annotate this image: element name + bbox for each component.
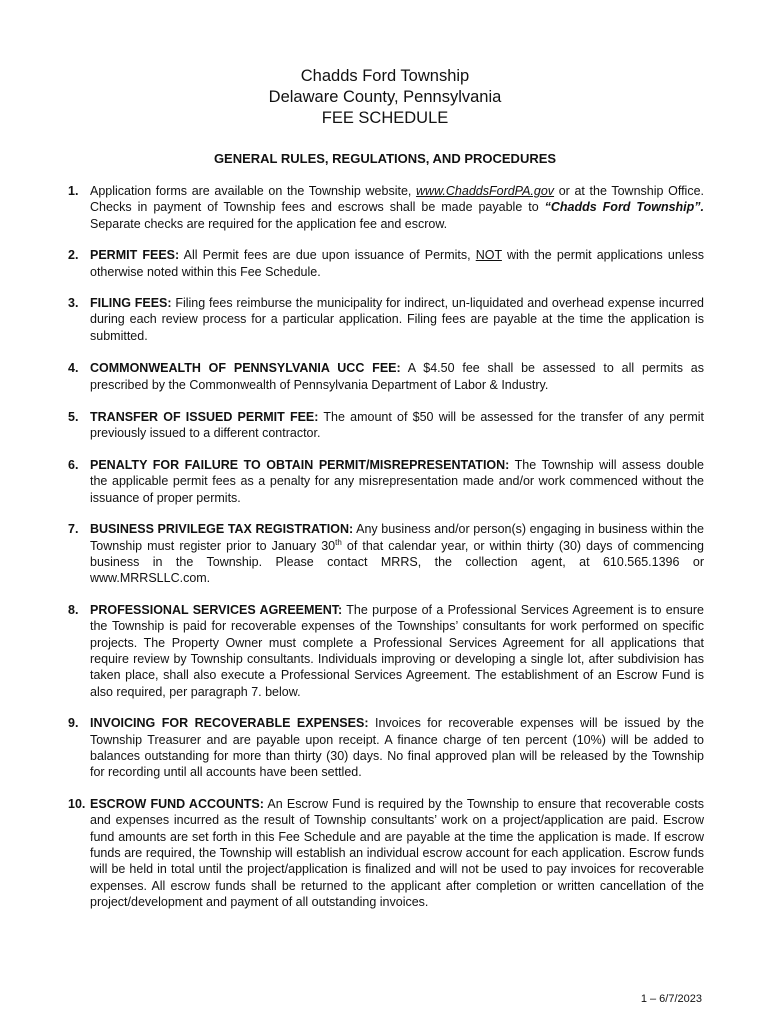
document-header <box>0 66 770 129</box>
rule-number: 6. <box>68 457 79 472</box>
rule-title: FILING FEES: <box>90 296 172 311</box>
rule-item: 7. BUSINESS PRIVILEGE TAX REGISTRATION: Any business and/or person(s) engaging in business within the Township must register prior to January 30th of that calendar year, or within thirty (30) days of commencing business in the Township. Please contact MRRS, the collection agent, at 610.565.1396 or www.MRRSLLC.com. <box>68 522 704 586</box>
rule-number: 8. <box>68 602 79 617</box>
county-state: Delaware County, Pennsylvania <box>268 88 502 106</box>
rule-title: PENALTY FOR FAILURE TO OBTAIN PERMIT/MISREPRESENTATION: <box>90 457 510 472</box>
rule-title: TRANSFER OF ISSUED PERMIT FEE: <box>90 410 319 425</box>
rule-number: 1. <box>68 184 79 198</box>
section-heading: GENERAL RULES, REGULATIONS, AND PROCEDURES <box>213 151 557 166</box>
rule-title: COMMONWEALTH OF PENNSYLVANIA UCC FEE: <box>90 361 401 376</box>
rule-number: 3. <box>68 296 79 311</box>
rule-title: PROFESSIONAL SERVICES AGREEMENT: <box>90 602 343 617</box>
rule-item: 4. COMMONWEALTH OF PENNSYLVANIA UCC FEE: A $4.50 fee shall be assessed to all permits as prescribed by the Commonwealth of Pennsylvania Department of Labor & Industry. <box>68 361 704 392</box>
rule-number: 2. <box>68 248 79 263</box>
rule-number: 5. <box>68 410 79 425</box>
township-name: Chadds Ford Township <box>300 67 470 85</box>
rule-item: 9. INVOICING FOR RECOVERABLE EXPENSES: Invoices for recoverable expenses will be issued by the Township Treasurer and are payable upon receipt. A finance charge of ten percent (10%) will be added to balances outstanding for more than thirty (30) days. No final approved plan will be released by the Township for recording until all accounts have been settled. <box>68 716 705 780</box>
rule-item: 5. TRANSFER OF ISSUED PERMIT FEE: The amount of $50 will be assessed for the transfer of any permit previously issued to a different contractor. <box>68 410 704 441</box>
rule-item: 8. PROFESSIONAL SERVICES AGREEMENT: The purpose of a Professional Services Agreement is to ensure the Township is paid for recoverable expenses of the Townships’ consultants for work performed on specific projects. The Property Owner must complete a Professional Services Agreement for all applications that require review by Township consultants. Individuals improving or developing a single lot, after subdivision has taken place, shall also execute a Professional Services Agreement. The establishment of an Escrow Fund is also required, per paragraph 7. below. <box>68 602 704 699</box>
document-title: FEE SCHEDULE <box>321 109 449 127</box>
rule-item: 2. PERMIT FEES: All Permit fees are due upon issuance of Permits, NOT with the permit applications unless otherwise noted within this Fee Schedule. <box>68 248 705 279</box>
rule-item: 1. Application forms are available on the Township website, www.ChaddsFordPA.gov or at the Township Office. Checks in payment of Township fees and escrows shall be made payable to “Chadds Ford Township”. Separate checks are required for the application fee and escrow. <box>68 184 705 231</box>
page-footer: 1 – 6/7/2023 <box>640 993 702 1005</box>
rule-number: 4. <box>68 361 79 376</box>
rule-title: BUSINESS PRIVILEGE TAX REGISTRATION: <box>90 522 354 537</box>
rule-title: ESCROW FUND ACCOUNTS: <box>90 796 264 811</box>
rule-number: 9. <box>68 716 79 731</box>
rule-item: 10. ESCROW FUND ACCOUNTS: An Escrow Fund is required by the Township to ensure that recoverable costs and expenses incurred as the result of Township consultants’ work on a project/application are paid. Escrow fund amounts are set forth in this Fee Schedule and are payable at the time the application is made. If escrow funds are required, the Township will establish an individual escrow account for each application. Escrow funds will be held in total until the project/application is finalized and will not be used to pay invoices for recoverable expenses. All escrow funds shall be returned to the applicant after completion or written cancellation of the project/development and payment of all outstanding invoices. <box>68 796 704 910</box>
rules-list <box>68 183 704 911</box>
rule-number: 7. <box>68 522 79 537</box>
rule-title: PERMIT FEES: <box>90 248 180 263</box>
rule-item: 3. FILING FEES: Filing fees reimburse the municipality for indirect, un-liquidated and overhead expense incurred during each review process for a particular application. Filing fees are payable at the time the application is submitted. <box>68 296 705 343</box>
payee-name: “Chadds Ford Township”. <box>544 200 704 215</box>
rule-number: 10. <box>68 796 86 811</box>
township-website-link[interactable]: www.ChaddsFordPA.gov <box>416 184 555 198</box>
rule-item: 6. PENALTY FOR FAILURE TO OBTAIN PERMIT/MISREPRESENTATION: The Township will assess double the applicable permit fees as a penalty for any misrepresentation made and/or work commenced without the issuance of proper permits. <box>68 457 704 505</box>
rule-title: INVOICING FOR RECOVERABLE EXPENSES: <box>90 716 369 731</box>
